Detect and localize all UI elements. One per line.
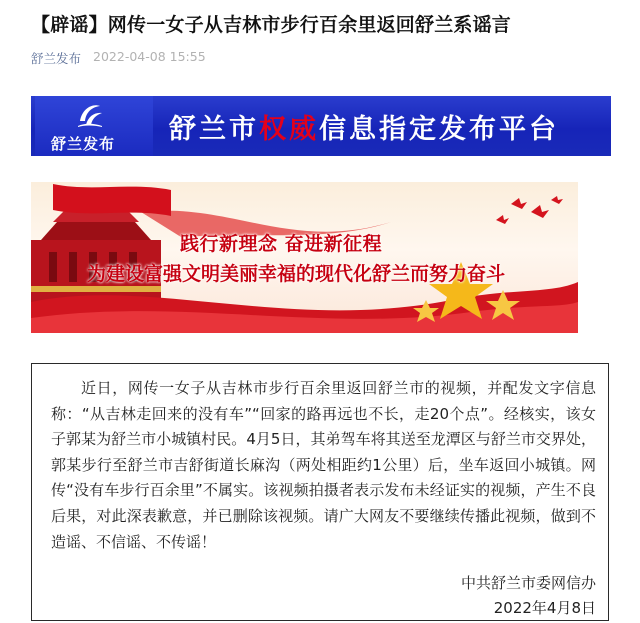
dove-icon	[511, 198, 527, 209]
shulan-logo-icon	[76, 101, 104, 129]
platform-banner	[31, 93, 611, 159]
banner-logo-text: 舒兰发布	[51, 135, 116, 153]
notice-body: 近日，网传一女子从吉林市步行百余里返回舒兰市的视频，并配发文字信息称：“从吉林走回来的没有车”“回家的路再远也不长，走20个点”。经核实，该女子郭某为舒兰市小城镇村民。4月5日，其弟驾车将其送至龙潭区与舒兰市交界处，郭某步行至舒兰市吉舒街道长麻沟（两处相距约1公里）后，坐车返回小城镇。网传“没有车步行百余里”不属实。该视频拍摄者表示发布未经证实的视频，产生不良后果，对此深表歉意，并已删除该视频。请广大网友不要继续传播此视频，做到不造谣、不信谣、不传谣！	[51, 379, 596, 551]
publish-time: 2022-04-08 15:55	[93, 49, 206, 64]
banner-logo	[35, 96, 153, 156]
notice-signature-date: 2022年4月8日	[493, 599, 596, 617]
dove-icon	[496, 215, 509, 224]
banner-slogan	[169, 107, 559, 146]
banner-slogan-line-2: 为建设富强文明美丽幸福的现代化舒兰而努力奋斗	[87, 263, 506, 285]
banner-decoration-illustration	[31, 182, 578, 333]
notice-signature-org: 中共舒兰市委网信办	[460, 574, 596, 592]
dove-icon	[531, 205, 549, 218]
slogan-highlight: 权威	[259, 114, 319, 145]
article-meta	[31, 49, 206, 67]
banner-stripe-bottom	[31, 156, 611, 159]
account-name-link[interactable]: 舒兰发布	[31, 51, 82, 66]
notice-box	[31, 363, 609, 621]
article-title: 【辟谣】网传一女子从吉林市步行百余里返回舒兰系谣言	[31, 14, 512, 36]
dove-icon	[551, 196, 563, 204]
slogan-part-1: 舒兰市	[169, 114, 259, 145]
slogan-banner	[31, 182, 578, 333]
slogan-part-2: 信息指定发布平台	[319, 114, 559, 145]
banner-slogan-line-1: 践行新理念 奋进新征程	[180, 233, 383, 255]
